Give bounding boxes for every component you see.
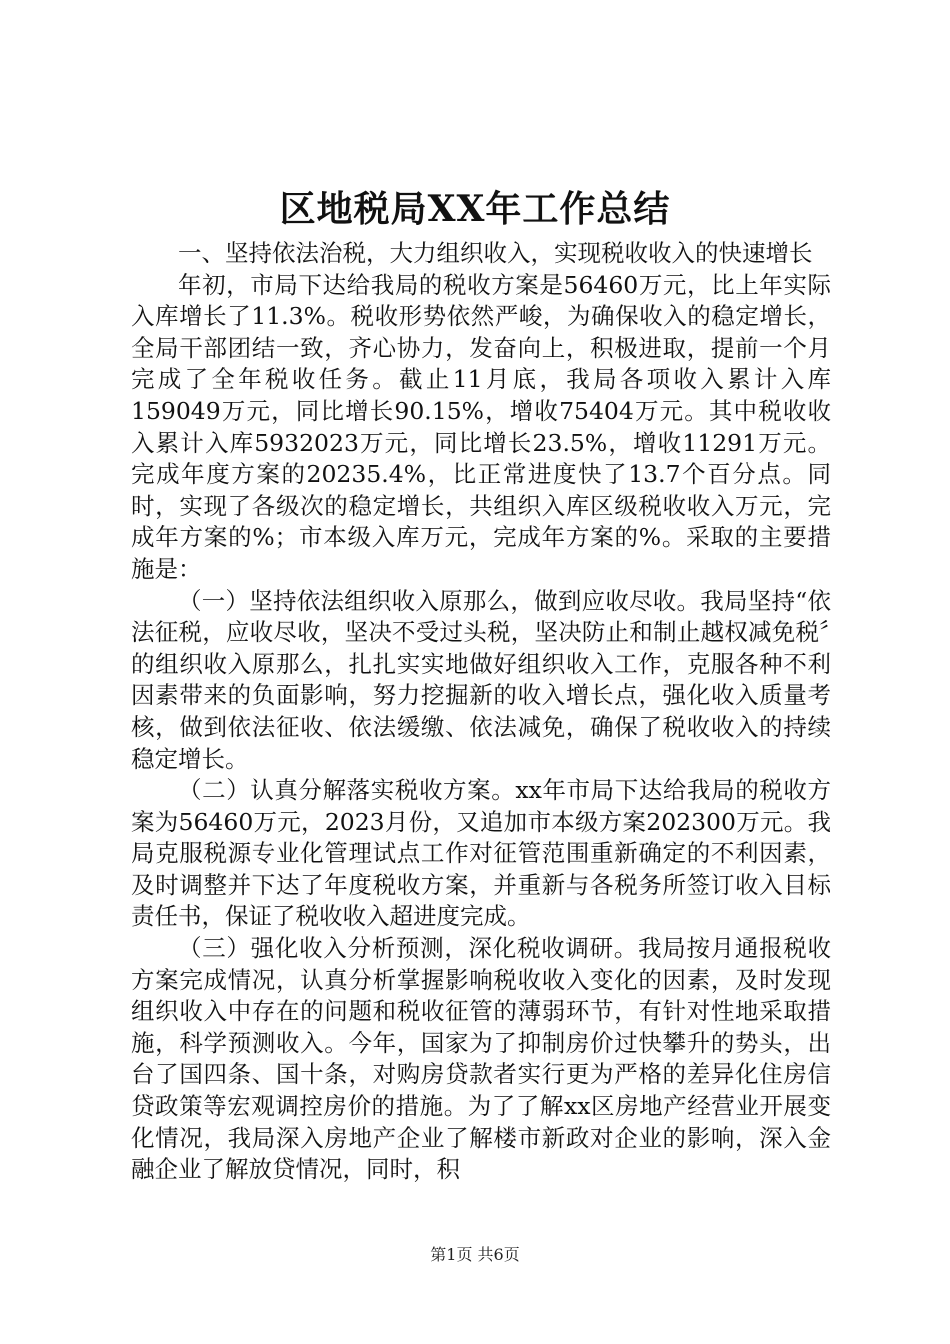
body-paragraph: （三）强化收入分析预测，深化税收调研。我局按月通报税收方案完成情况，认真分析掌握影响税收收入变化的因素，及时发现组织收入中存在的问题和税收征管的薄弱环节，有针对性地采取措施，科学预测收入。今年，国家为了抑制房价过快攀升的势头，出台了国四条、国十条，对购房贷款者实行更为严格的差异化住房信贷政策等宏观调控房价的措施。为了了解xx区房地产经营业开展变化情况，我局深入房地产企业了解楼市新政对企业的影响，深入金融企业了解放贷情况，同时，积: [131, 934, 831, 1184]
document-body: [131, 238, 831, 1186]
document-title: 区地税局XX年工作总结: [279, 188, 671, 230]
body-paragraph: 年初，市局下达给我局的税收方案是56460万元，比上年实际入库增长了11.3%。税收形势依然严峻，为确保收入的稳定增长，全局干部团结一致，齐心协力，发奋向上，积极进取，提前一个月完成了全年税收任务。截止11月底，我局各项收入累计入库159049万元，同比增长90.15%，增收75404万元。其中税收收入累计入库5932023万元，同比增长23.5%，增收11291万元。完成年度方案的20235.4%，比正常进度快了13.7个百分点。同时，实现了各级次的稳定增长，共组织入库区级税收收入万元，完成年方案的%；市本级入库万元，完成年方案的%。采取的主要措施是：: [131, 270, 831, 583]
body-paragraph: （二）认真分解落实税收方案。xx年市局下达给我局的税收方案为56460万元，2023月份，又追加市本级方案202300万元。我局克服税源专业化管理试点工作对征管范围重新确定的不利因素，及时调整并下达了年度税收方案，并重新与各税务所签订收入目标责任书，保证了税收收入超进度完成。: [131, 776, 831, 931]
section-heading: 一、坚持依法治税，大力组织收入，实现税收收入的快速增长: [178, 239, 813, 267]
body-paragraph: （一）坚持依法组织收入原那么，做到应收尽收。我局坚持“依法征税，应收尽收，坚决不受过头税，坚决防止和制止越权减免税〞的组织收入原那么，扎扎实实地做好组织收入工作，克服各种不利因素带来的负面影响，努力挖掘新的收入增长点，强化收入质量考核，做到依法征收、依法缓缴、依法减免，确保了税收收入的持续稳定增长。: [131, 586, 831, 773]
page-number-footer: 第1页 共6页: [430, 1245, 520, 1264]
